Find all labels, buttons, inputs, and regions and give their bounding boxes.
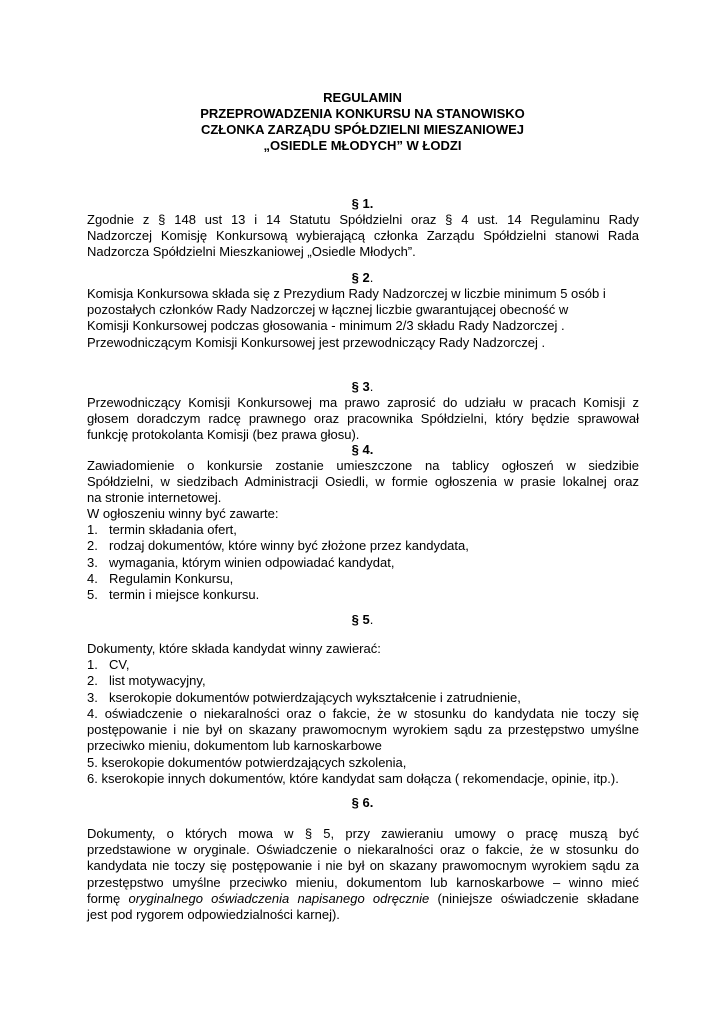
list-item: 3. kserokopie dokumentów potwierdzających wykształcenie i zatrudnienie,: [87, 689, 521, 705]
list-item: 4. Regulamin Konkursu,: [87, 570, 234, 586]
section-2-heading: § 2.: [351, 270, 374, 285]
section-2-paragraph: Komisja Konkursowa składa się z Prezydium Rady Nadzorczej w liczbie minimum 5 osób i pozostałych członków Rady Nadzorczej w łącznej liczbie gwarantującej obecność w Komisji Konkursowej podczas głosowania - minimum 2/3 składu Rady Nadzorczej . Przewodniczącym Komisji Konkursowej jest przewodniczący Rady Nadzorczej .: [87, 286, 606, 350]
list-item: 2. rodzaj dokumentów, które winny być złożone przez kandydata,: [87, 538, 469, 554]
section-4-list-intro: W ogłoszeniu winny być zawarte:: [87, 506, 279, 521]
section-4-list: [87, 506, 639, 603]
section-4-paragraph: Zawiadomienie o konkursie zostanie umieszczone na tablicy ogłoszeń w siedzibie Spółdzielni, w siedzibach Administracji Osiedli, w formie ogłoszenia w prasie lokalnej oraz na stronie internetowej.: [87, 458, 639, 506]
section-3-heading: § 3.: [351, 379, 374, 394]
section-5-heading: § 5.: [351, 612, 374, 627]
doc-title-line-1: REGULAMIN: [323, 90, 402, 105]
list-item: 1. termin składania ofert,: [87, 522, 237, 538]
section-4-heading: § 4.: [351, 442, 374, 457]
section-5-list: [87, 641, 639, 706]
list-item: 1. CV,: [87, 657, 130, 673]
italic-phrase: oryginalnego oświadczenia napisanego odręcznie: [128, 890, 430, 906]
list-item: 2. list motywacyjny,: [87, 673, 206, 689]
section-3-paragraph: Przewodniczący Komisji Konkursowej ma prawo zaprosić do udziału w pracach Komisji z głosem doradczym radcę prawnego oraz pracownika Spółdzielni, który będzie sprawował funkcję protokolanta Komisji (bez prawa głosu).: [87, 395, 639, 443]
section-6-heading: § 6.: [351, 795, 374, 810]
doc-title-line-2: PRZEPROWADZENIA KONKURSU NA STANOWISKO: [200, 106, 525, 121]
section-5-list-intro: Dokumenty, które składa kandydat winny zawierać:: [87, 641, 381, 656]
list-item: 3. wymagania, którym winien odpowiadać kandydat,: [87, 554, 395, 570]
section-1-paragraph: Zgodnie z § 148 ust 13 i 14 Statutu Spółdzielni oraz § 4 ust. 14 Regulaminu Rady Nadzorczej Komisję Konkursową wybierającą członka Zarządu Spółdzielni stanowi Rada Nadzorcza Spółdzielni Mieszkaniowej „Osiedle Młodych”.: [87, 212, 639, 260]
doc-title-line-3: CZŁONKA ZARZĄDU SPÓŁDZIELNI MIESZANIOWEJ: [200, 122, 525, 137]
list-item: 5. termin i miejsce konkursu.: [87, 587, 260, 603]
section-6-paragraph: Dokumenty, o których mowa w § 5, przy zawieraniu umowy o pracę muszą być przedstawione w oryginale. Oświadczenie o niekaralności oraz o fakcie, że w stosunku do kandydata nie toczy się postępowanie i nie był on skazany prawomocnym wyrokiem sądu za przestępstwo umyślne przeciwko mieniu, dokumentom lub karnoskarbowe – winno mieć formę oryginalnego oświadczenia napisanego odręcznie (niniejsze oświadczenie składane jest pod rygorem odpowiedzialności karnej).: [87, 826, 640, 923]
doc-title-line-4: „OSIEDLE MŁODYCH” W ŁODZI: [263, 138, 462, 153]
section-1-heading: § 1.: [351, 196, 374, 211]
section-5-item-4: 4. oświadczenie o niekaralności oraz o fakcie, że w stosunku do kandydata nie toczy się postępowanie i nie był on skazany prawomocnym wyrokiem sądu za przestępstwo umyślne przeciwko mieniu, dokumentom lub karnoskarbowe: [87, 706, 639, 754]
section-5-item-5-6: 5. kserokopie dokumentów potwierdzających szkolenia, 6. kserokopie innych dokumentów, które kandydat sam dołącza ( rekomendacje, opinie, itp.).: [87, 755, 619, 787]
